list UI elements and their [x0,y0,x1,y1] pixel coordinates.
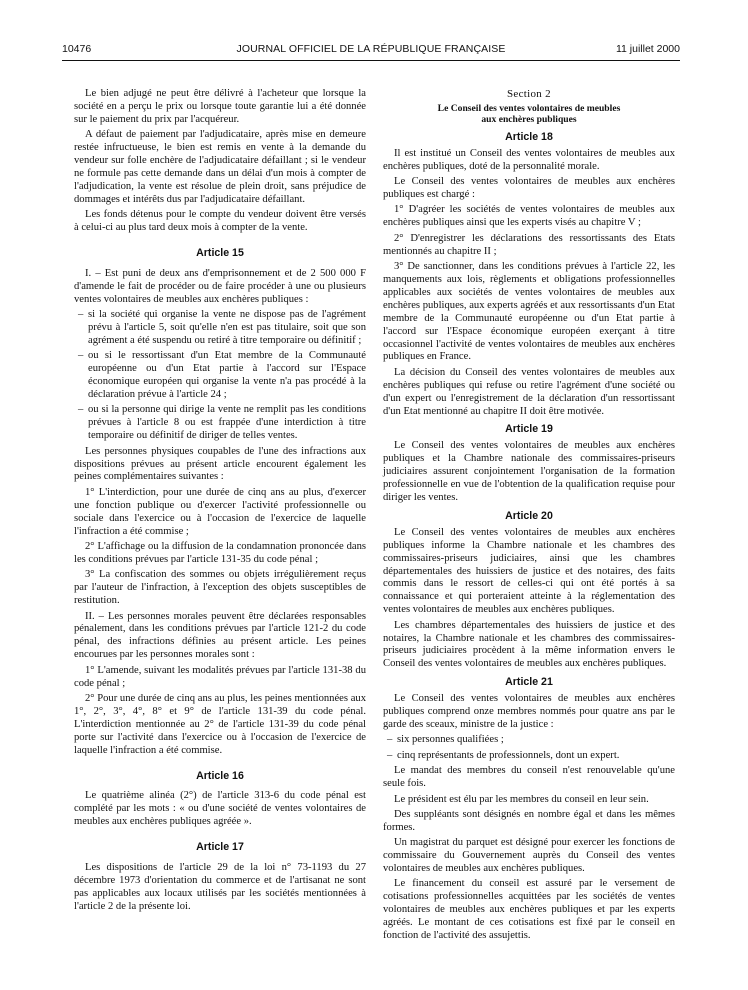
paragraph: 3° La confiscation des sommes ou objets irrégulièrement reçus par l'auteur de l'infraction, à l'exception des objets susceptibles de restitution. [74,569,366,607]
paragraph: Le Conseil des ventes volontaires de meubles aux enchères publiques comprend onze membres nommés pour quatre ans par le garde des sceaux, ministre de la justice : [383,693,675,730]
publication-date: 11 juillet 2000 [615,43,680,55]
paragraph: Le Conseil des ventes volontaires de meubles aux enchères publiques est chargé : [383,176,675,201]
paragraph: Le mandat des membres du conseil n'est renouvelable qu'une seule fois. [383,765,675,790]
header-rule [62,60,680,61]
section-title-line: Le Conseil des ventes volontaires de meubles [437,102,621,114]
section-title-line: aux enchères publiques [481,114,577,126]
left-column [74,88,366,916]
paragraph: Le bien adjugé ne peut être délivré à l'acheteur que lorsque la société en a perçu le prix ou lorsque toute garantie lui a été donnée sur le paiement du prix par l'acquéreur. [74,88,366,125]
section-label: Section 2 [507,88,551,100]
paragraph: I. – Est puni de deux ans d'emprisonnement et de 2 500 000 F d'amende le fait de procéder ou de faire procéder à une ou plusieurs ventes volontaires de meubles aux enchères publiques : [74,267,366,305]
paragraph: Les chambres départementales des huissiers de justice et des notaires, la Chambre nationale et les chambres des commissaires-priseurs judiciaires procèdent à la même information envers le Conseil des ventes volontaires de meubles aux enchères publiques. [383,619,675,670]
right-column [383,88,675,945]
paragraph: A défaut de paiement par l'adjudicataire, après mise en demeure restée infructueuse, le bien est remis en vente à la demande du vendeur sur folle enchère de l'adjudicataire défaillant ; si le vendeur ne formule pas cette demande dans un délai d'un mois à compter de l'adjudication, la vente est résolue de plein droit, sans préjudice de dommages et intérêts dus par l'adjudicataire défaillant. [74,129,366,205]
paragraph: 1° L'interdiction, pour une durée de cinq ans au plus, d'exercer une fonction publique ou d'exercer l'activité professionnelle ou sociale dans l'exercice ou à l'occasion de l'exercice de laquelle l'infraction a été commise ; [74,486,366,537]
article-20-heading: Article 20 [505,509,553,522]
page-header [62,43,680,59]
dash-item: – si la société qui organise la vente ne dispose pas de l'agrément prévu à l'article 5, soit qu'elle n'en est pas titulaire, soit que son agrément a été suspendu ou retiré à titre temporaire ou définitif ; [78,309,366,346]
dash-item: – ou si la personne qui dirige la vente ne remplit pas les conditions prévues à l'article 8 ou est frappée d'une interdiction à titre temporaire ou définitif de diriger de telles ventes. [78,404,366,442]
paragraph: Le quatrième alinéa (2°) de l'article 313-6 du code pénal est complété par les mots : « ou d'une société de ventes volontaires de meubles aux enchères publiques agréée ». [74,790,366,828]
paragraph: La décision du Conseil des ventes volontaires de meubles aux enchères publiques qui refuse ou retire l'agrément d'une société ou d'un expert ou l'enregistrement de la déclaration d'un ressortissant d'un Etat mentionné au chapitre II doit être motivée. [383,366,675,417]
dash-item: – ou si le ressortissant d'un Etat membre de la Communauté européenne ou d'un Etat partie à l'accord sur l'Espace économique européen qui organise la vente n'a pas procédé à la déclaration prévue à l'article 24 ; [78,350,366,401]
paragraph: 2° L'affichage ou la diffusion de la condamnation prononcée dans les conditions prévues par l'article 131-35 du code pénal ; [74,541,366,565]
paragraph: 2° D'enregistrer les déclarations des ressortissants des Etats mentionnés au chapitre II ; [383,232,675,257]
dash-item: – six personnes qualifiées ; [387,734,504,746]
article-18-heading: Article 18 [505,130,553,143]
paragraph: Le financement du conseil est assuré par le versement de cotisations professionnelles acquittées par les sociétés de ventes volontaires de meubles aux enchères publiques et par les experts agréés. Le montant de ces cotisations est fixé par le conseil en fonction de l'activité des assujettis. [383,878,675,942]
page-number: 10476 [62,43,92,55]
paragraph: 2° Pour une durée de cinq ans au plus, les peines mentionnées aux 1°, 2°, 3°, 4°, 8° et 9° de l'article 131-39 du code pénal. L'interdiction mentionnée au 2° de l'article 131-39 du code pénal porte sur l'activité dans l'exercice ou à l'occasion de l'exercice de laquelle l'infraction a été commise. [74,692,366,756]
paragraph: Des suppléants sont désignés en nombre égal et dans les mêmes formes. [383,808,675,833]
journal-title: JOURNAL OFFICIEL DE LA RÉPUBLIQUE FRANÇAISE [236,43,506,55]
article-16-heading: Article 16 [196,769,244,782]
paragraph: Le Conseil des ventes volontaires de meubles aux enchères publiques informe la Chambre nationale et les chambres des commissaires-priseurs judiciaires, ainsi que les chambres départementales des huissiers de justice et des notaires, des faits commis dans le ressort de celles-ci qui ont été portés à sa connaissance et qui porteraient atteinte à la réglementation des ventes volontaires de meubles aux enchères publiques. [383,526,675,616]
paragraph: Les dispositions de l'article 29 de la loi n° 73-1193 du 27 décembre 1973 d'orientation du commerce et de l'artisanat ne sont pas applicables aux locaux utilisés par les sociétés mentionnées à l'article 2 de la présente loi. [74,862,366,912]
paragraph: Un magistrat du parquet est désigné pour exercer les fonctions de commissaire du Gouvernement auprès du Conseil des ventes volontaires de meubles aux enchères publiques. [383,837,675,875]
paragraph: Les personnes physiques coupables de l'une des infractions aux dispositions prévues au présent article encourent également les peines complémentaires suivantes : [74,445,366,483]
paragraph: II. – Les personnes morales peuvent être déclarées responsables pénalement, dans les conditions prévues par l'article 121-2 du code pénal, des infractions définies au présent article. Les peines encourues par les personnes morales sont : [74,610,366,661]
paragraph: 1° D'agréer les sociétés de ventes volontaires de meubles aux enchères publiques ainsi que les experts visés au chapitre V ; [383,204,675,229]
article-15-heading: Article 15 [196,246,244,259]
article-21-heading: Article 21 [505,676,553,689]
article-19-heading: Article 19 [505,423,553,436]
section-title [383,103,675,126]
paragraph: 3° De sanctionner, dans les conditions prévues à l'article 22, les manquements aux lois, règlements et obligations professionnelles applicables aux sociétés de ventes volontaires de meubles aux enchères publiques, aux experts agréés et aux ressortissants d'un Etat membre de la Communauté européenne ou d'un Etat partie à l'accord sur l'Espace économique européen exerçant à titre occasionnel l'activité de ventes volontaires de meubles aux enchères publiques en France. [383,261,675,363]
paragraph: 1° L'amende, suivant les modalités prévues par l'article 131-38 du code pénal ; [74,664,366,689]
paragraph: Les fonds détenus pour le compte du vendeur doivent être versés à celui-ci au plus tard deux mois à compter de la vente. [74,209,366,234]
paragraph: Le Conseil des ventes volontaires de meubles aux enchères publiques et la Chambre nationale des commissaires-priseurs judiciaires assurent conjointement l'organisation de la formation professionnelle en vue de l'obtention de la qualification requise pour diriger les ventes. [383,440,675,503]
article-17-heading: Article 17 [196,841,244,854]
paragraph: Il est institué un Conseil des ventes volontaires de meubles aux enchères publiques, doté de la personnalité morale. [383,147,675,172]
dash-item: – cinq représentants de professionnels, dont un expert. [387,749,620,761]
paragraph: Le président est élu par les membres du conseil en leur sein. [394,793,649,805]
